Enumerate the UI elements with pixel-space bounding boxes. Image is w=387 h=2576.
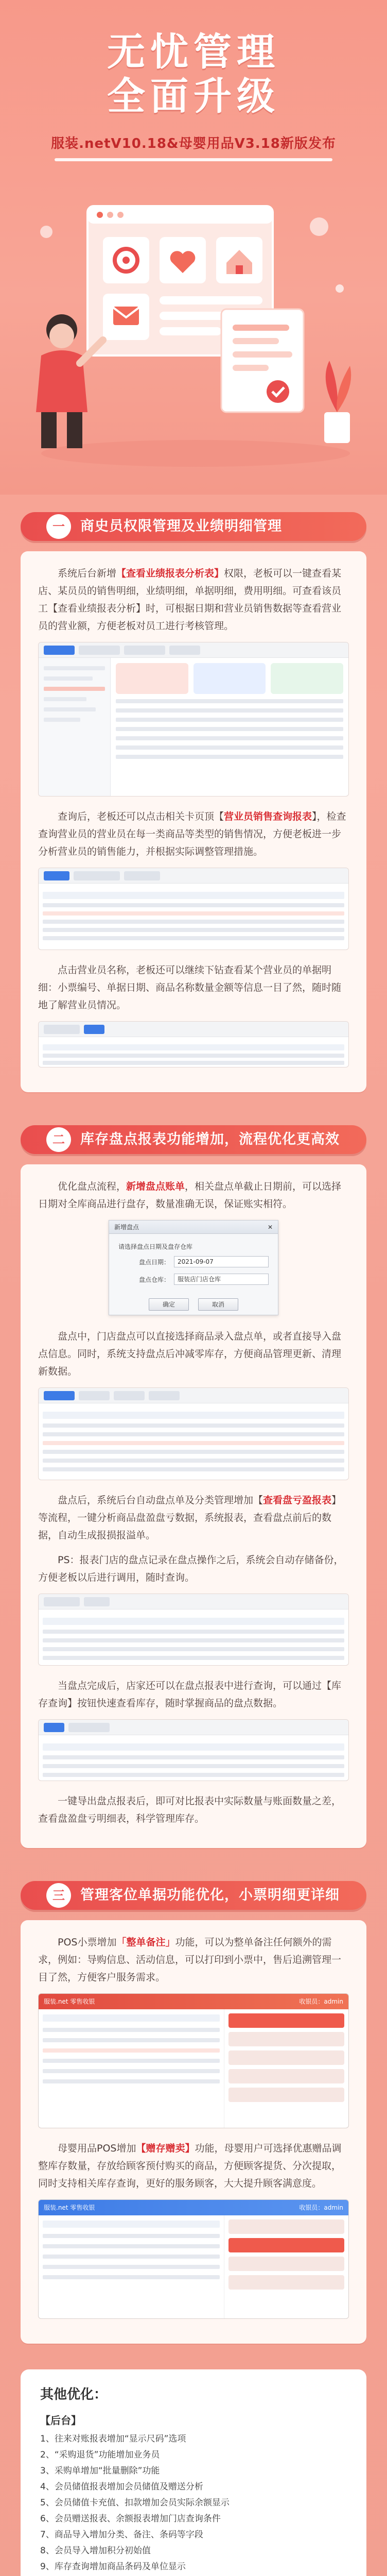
section2-card bbox=[21, 1164, 366, 1848]
section2-p1-highlight: 新增盘点账单 bbox=[126, 1181, 185, 1192]
stocktake-date-field[interactable]: 2021-09-07 bbox=[174, 1256, 269, 1267]
section1-card bbox=[21, 551, 366, 1092]
section3-p1-highlight: 「整单备注」 bbox=[116, 1937, 175, 1948]
section2-title: 库存盘点报表功能增加，流程优化更高效 bbox=[80, 1131, 340, 1147]
section3-p2-text-a: 母婴用品POS增加 bbox=[58, 2143, 136, 2154]
list-item: 4、会员储值报表增加会员储值及赠送分析 bbox=[40, 2482, 203, 2492]
pos-user-2: 收银员：admin bbox=[299, 2204, 343, 2211]
pos-key[interactable] bbox=[228, 2032, 344, 2046]
pos-key[interactable] bbox=[228, 2069, 344, 2083]
other-optimizations-title: 其他优化： bbox=[40, 2387, 108, 2402]
section1-p1-highlight: 【查看业绩报表分析表】 bbox=[116, 568, 224, 579]
pos-key[interactable] bbox=[228, 2257, 344, 2271]
section3-number: 三 bbox=[46, 1883, 71, 1908]
close-icon[interactable]: ✕ bbox=[267, 1224, 273, 1231]
list-item: 8、会员导入增加积分初始值 bbox=[40, 2546, 151, 2556]
section3-p1-text-a: POS小票增加 bbox=[58, 1937, 117, 1948]
mail-tile-icon bbox=[103, 294, 149, 340]
section1-screenshot-1 bbox=[38, 642, 349, 796]
home-tile-icon bbox=[216, 237, 262, 283]
section3-paragraph-2 bbox=[38, 2140, 349, 2192]
heart-tile-icon bbox=[160, 237, 206, 283]
hero-illustration bbox=[0, 185, 387, 474]
section1-paragraph-1 bbox=[38, 565, 349, 635]
section2-screenshot-1 bbox=[38, 1387, 349, 1480]
pos-key[interactable] bbox=[228, 2088, 344, 2102]
pos-key[interactable] bbox=[228, 2275, 344, 2290]
section3-card bbox=[21, 1920, 366, 2344]
stocktake-store-select[interactable]: 服装店门店仓库 bbox=[174, 1274, 269, 1285]
dialog-cancel-button[interactable]: 取消 bbox=[198, 1298, 238, 1311]
section2-screenshot-3 bbox=[38, 1719, 349, 1781]
section3-banner bbox=[0, 1863, 387, 1920]
section1-p2-text-b: 】，检查查询营业员的营业员在每一类商品等类型的销售情况，方便老板进一步分析营业员的销售能力，并根据实际调整管理措施。 bbox=[38, 811, 346, 857]
section2-paragraph-4: PS：报表门店的盘点记录在盘点操作之后，系统会自动存储备份，方便老板以后进行调用，随时查询。 bbox=[38, 1554, 344, 1583]
pos-header bbox=[39, 1994, 348, 2009]
pos-screenshot-1 bbox=[38, 1993, 349, 2128]
pos-screenshot-2 bbox=[38, 2199, 349, 2319]
section2-paragraph-2: 盘点中，门店盘点可以直接选择商品录入盘点单，或者直接导入盘点信息。同时，系统支持盘点后冲减零库存，方便商品管理更新、清理新数据。 bbox=[38, 1331, 342, 1377]
pos-title: 服装.net 零售收银 bbox=[44, 1998, 95, 2005]
section1-p2-text-a: 查询后，老板还可以点击相关卡页顶【 bbox=[58, 811, 224, 822]
section2-p1-text-b: ，相关盘点单截止日期前，可以选择日期对全库商品进行盘存，数量准确无误，保证账实相符。 bbox=[38, 1181, 342, 1210]
section2-paragraph-6: 一键导出盘点报表后，即可对比报表中实际数量与账面数量之差，查看盘盈盘亏明细表，科学管理库存。 bbox=[38, 1795, 342, 1824]
gear-tile-icon bbox=[103, 237, 149, 283]
section3-p1-text-b: 功能，可以为整单备注任何额外的需求，例如：导购信息、活动信息，可以打印到小票中，售后追溯管理一目了然，方便客户服务需求。 bbox=[38, 1937, 342, 1983]
section1-screenshot-3 bbox=[38, 1021, 349, 1067]
list-item: 6、会员赠送报表、余额报表增加门店查询条件 bbox=[40, 2514, 221, 2524]
section1-p2-highlight: 营业员销售查询报表 bbox=[224, 811, 312, 822]
pos-user: 收银员：admin bbox=[299, 1998, 343, 2005]
pos-key[interactable] bbox=[228, 2050, 344, 2065]
hero-title bbox=[0, 0, 387, 118]
pos-key[interactable] bbox=[228, 2219, 344, 2234]
dialog-ok-button[interactable]: 确定 bbox=[149, 1298, 189, 1311]
section1-screenshot-2 bbox=[38, 868, 349, 950]
backend-list bbox=[40, 2431, 347, 2576]
list-item: 7、商品导入增加分类、备注、条码等字段 bbox=[40, 2530, 203, 2540]
section2-p3-text-a: 盘点后，系统后台自动盘点单及分类管理增加【 bbox=[58, 1495, 263, 1506]
new-stocktake-dialog bbox=[109, 1220, 278, 1315]
section3-title: 管理客位单据功能优化，小票明细更详细 bbox=[80, 1887, 340, 1903]
pos-key[interactable] bbox=[228, 2013, 344, 2028]
section3-p2-text-b: 功能，母婴用户可选择优惠赠品调整库存数量，存放给顾客预付购买的商品，方便顾客提货、分次提取，同时支持相关库存查询，更好的服务顾客，大大提升顾客满意度。 bbox=[38, 2143, 342, 2189]
dialog-hint: 请选择盘点日期及盘存仓库 bbox=[118, 1243, 193, 1250]
hero-title-line2: 全面升级 bbox=[107, 74, 280, 118]
section2-p3-highlight: 查看盘亏盈报表 bbox=[263, 1495, 332, 1506]
backend-group-title: 【后台】 bbox=[40, 2414, 81, 2427]
section1-banner bbox=[0, 495, 387, 551]
dialog-titlebar bbox=[109, 1221, 278, 1234]
section2-paragraph-1 bbox=[38, 1178, 349, 1213]
screenshot-toolbar bbox=[39, 642, 348, 658]
list-item: 9、库存查询增加商品条码及单位显示 bbox=[40, 2562, 186, 2572]
section2-p1-text-a: 优化盘点流程， bbox=[58, 1181, 127, 1192]
section1-paragraph-2 bbox=[38, 808, 349, 860]
hero-subtitle-bar bbox=[55, 158, 332, 161]
section3-paragraph-1 bbox=[38, 1934, 349, 1986]
section2-screenshot-2 bbox=[38, 1594, 349, 1666]
stocktake-store-label: 盘点仓库： bbox=[138, 1276, 170, 1283]
list-item: 1、往来对账报表增加“显示尺码”选项 bbox=[40, 2434, 186, 2444]
dialog-title: 新增盘点 bbox=[114, 1224, 139, 1231]
section1-p1-text-b: 权限，老板可以一键查看某店、某员员的销售明细，业绩明细，单据明细，费用明细。可查看该员工【查看业绩报表分析】时，可根据日期和营业员销售数据等查看营业员的营业额，方便老板对员工进行考核管理。 bbox=[38, 568, 342, 632]
section2-paragraph-5: 当盘点完成后，店家还可以在盘点报表中进行查询，可以通过【库存查询】按钮快速查看库存，随时掌握商品的盘点数据。 bbox=[38, 1680, 342, 1709]
document-icon bbox=[221, 309, 304, 412]
section1-paragraph-3: 点击营业员名称，老板还可以继续下钻查看某个营业员的单据明细：小票编号、单据日期、商品名称数量金额等信息一目了然，随时随地了解营业员情况。 bbox=[38, 964, 342, 1011]
stocktake-date-label: 盘点日期： bbox=[138, 1258, 170, 1266]
section2-p3-text-b: 】等流程，一键分析商品盘盈盘亏数据，系统报表，查看盘点前后的数据，自动生成报损报溢单。 bbox=[38, 1495, 342, 1541]
section1-p1-text-a: 系统后台新增 bbox=[58, 568, 117, 579]
section2-paragraph-3 bbox=[38, 1492, 349, 1544]
hero-subtitle: 服装.netV10.18&母婴用品V3.18新版发布 bbox=[51, 136, 336, 151]
pos-title-2: 服装.net 零售收银 bbox=[44, 2204, 95, 2211]
list-item: 3、采购单增加“批量删除”功能 bbox=[40, 2466, 160, 2476]
list-item: 2、“采购退货”功能增加业务员 bbox=[40, 2450, 160, 2460]
plant-illustration bbox=[324, 361, 351, 443]
hero-title-line1: 无忧管理 bbox=[107, 30, 280, 74]
section2-number: 二 bbox=[46, 1127, 71, 1152]
section1-number: 一 bbox=[46, 514, 71, 539]
pos-key[interactable] bbox=[228, 2238, 344, 2252]
list-item: 5、会员储值卡充值、扣款增加会员实际余额显示 bbox=[40, 2498, 230, 2508]
section2-banner bbox=[0, 1108, 387, 1164]
other-optimizations-card bbox=[21, 2369, 366, 2576]
hero bbox=[0, 0, 387, 495]
section3-p2-highlight: 【赠存赠卖】 bbox=[136, 2143, 195, 2154]
section1-title: 商史员权限管理及业绩明细管理 bbox=[80, 518, 282, 534]
